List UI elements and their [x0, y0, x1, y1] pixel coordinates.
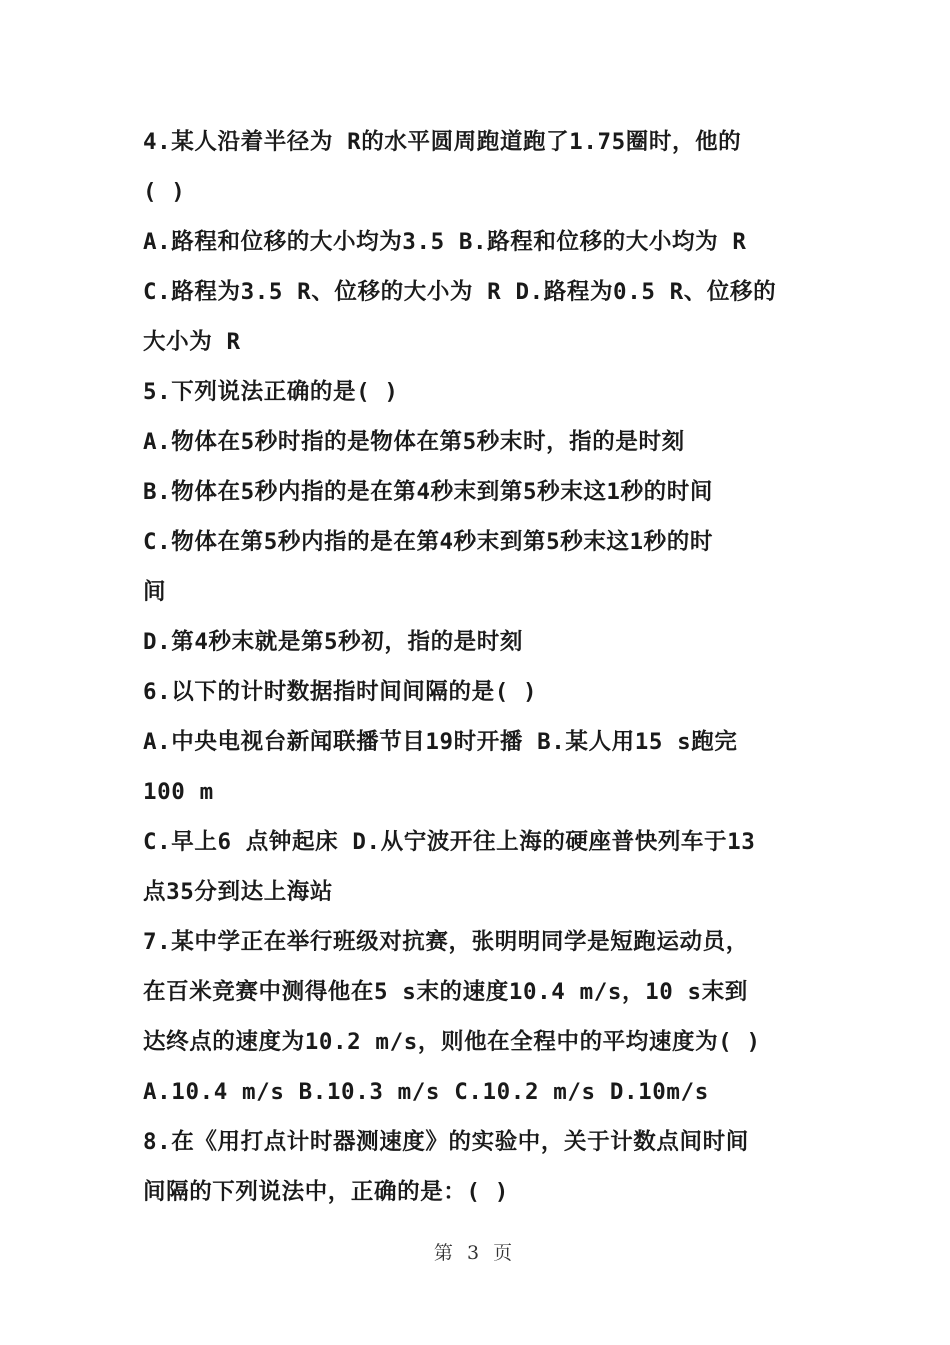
text-line: 间 — [143, 579, 167, 605]
text-line: C.路程为3.5 R、位移的大小为 R D.路程为0.5 R、位移的 — [143, 279, 777, 305]
text-line: C.早上6 点钟起床 D.从宁波开往上海的硬座普快列车于13 — [143, 829, 756, 855]
text-line: B.物体在5秒内指的是在第4秒末到第5秒末这1秒的时间 — [143, 479, 713, 505]
text-line: 5.下列说法正确的是( ) — [143, 379, 399, 405]
text-line: 8.在《用打点计时器测速度》的实验中，关于计数点间时间 — [143, 1129, 749, 1155]
question-text-block — [143, 117, 808, 1217]
text-line: 在百米竞赛中测得他在5 s末的速度10.4 m/s，10 s末到 — [143, 979, 748, 1005]
text-line: A.物体在5秒时指的是物体在第5秒末时，指的是时刻 — [143, 429, 685, 455]
text-line: C.物体在第5秒内指的是在第4秒末到第5秒末这1秒的时 — [143, 529, 713, 555]
text-line: 间隔的下列说法中，正确的是：( ) — [143, 1179, 509, 1205]
text-line: ( ) — [143, 179, 186, 205]
text-line: A.10.4 m/s B.10.3 m/s C.10.2 m/s D.10m/s — [143, 1079, 709, 1105]
text-line: 6.以下的计时数据指时间间隔的是( ) — [143, 679, 538, 705]
text-line: 4.某人沿着半径为 R的水平圆周跑道跑了1.75圈时，他的 — [143, 129, 742, 155]
text-line: 大小为 R — [143, 329, 241, 355]
text-line: D.第4秒末就是第5秒初，指的是时刻 — [143, 629, 523, 655]
text-line: 达终点的速度为10.2 m/s，则他在全程中的平均速度为( ) — [143, 1029, 761, 1055]
text-line: A.路程和位移的大小均为3.5 B.路程和位移的大小均为 R — [143, 229, 747, 255]
page-number: 第 3 页 — [433, 1242, 517, 1264]
text-line: A.中央电视台新闻联播节目19时开播 B.某人用15 s跑完 — [143, 729, 738, 755]
text-line: 点35分到达上海站 — [143, 879, 333, 905]
text-line: 7.某中学正在举行班级对抗赛，张明明同学是短跑运动员， — [143, 929, 749, 955]
text-line: 100 m — [143, 779, 214, 805]
